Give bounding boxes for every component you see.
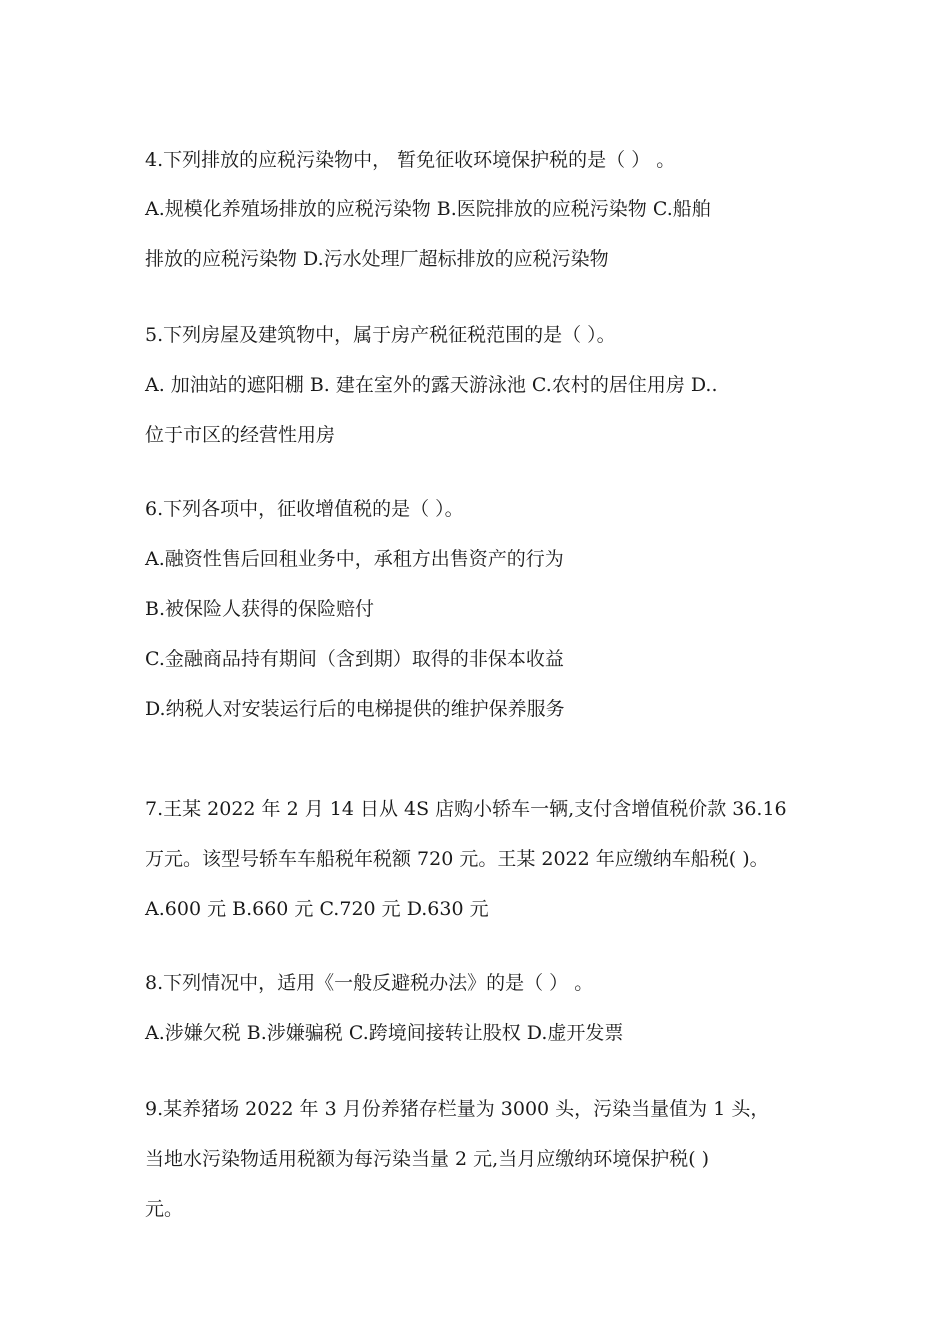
question-7-options: A.600 元 B.660 元 C.720 元 D.630 元 [145,898,489,920]
question-5-options-line-2: 位于市区的经营性用房 [145,424,336,446]
question-4-options-line-2: 排放的应税污染物 D.污水处理厂超标排放的应税污染物 [145,248,609,270]
question-6-option-b: B.被保险人获得的保险赔付 [145,598,375,620]
question-5-options-line-1: A. 加油站的遮阳棚 B. 建在室外的露天游泳池 C.农村的居住用房 D.. [145,374,718,396]
question-6-stem: 6.下列各项中，征收增值税的是（ ）。 [145,498,464,520]
question-9-stem-line-1: 9.某养猪场 2022 年 3 月份养猪存栏量为 3000 头，污染当量值为 1 头， [145,1098,770,1120]
question-9-stem-line-2: 当地水污染物适用税额为每污染当量 2 元,当月应缴纳环境保护税( ) [145,1148,710,1170]
question-6-option-c: C.金融商品持有期间（含到期）取得的非保本收益 [145,648,564,670]
question-9-stem-line-3: 元。 [145,1198,184,1220]
question-7-stem-line-1: 7.王某 2022 年 2 月 14 日从 4S 店购小轿车一辆,支付含增值税价款 36.16 [145,798,787,820]
question-8-options: A.涉嫌欠税 B.涉嫌骗税 C.跨境间接转让股权 D.虚开发票 [145,1022,624,1044]
question-7-stem-line-2: 万元。该型号轿车车船税年税额 720 元。王某 2022 年应缴纳车船税( )。 [145,848,769,870]
question-6-option-d: D.纳税人对安装运行后的电梯提供的维护保养服务 [145,698,565,720]
question-4-stem: 4.下列排放的应税污染物中， 暂免征收环境保护税的是（ ） 。 [145,149,676,171]
question-5-stem: 5.下列房屋及建筑物中，属于房产税征税范围的是（ ）。 [145,324,616,346]
question-6-option-a: A.融资性售后回租业务中，承租方出售资产的行为 [145,548,564,570]
question-4-options-line-1: A.规模化养殖场排放的应税污染物 B.医院排放的应税污染物 C.船舶 [145,198,711,220]
question-8-stem: 8.下列情况中，适用《一般反避税办法》的是（ ） 。 [145,972,594,994]
